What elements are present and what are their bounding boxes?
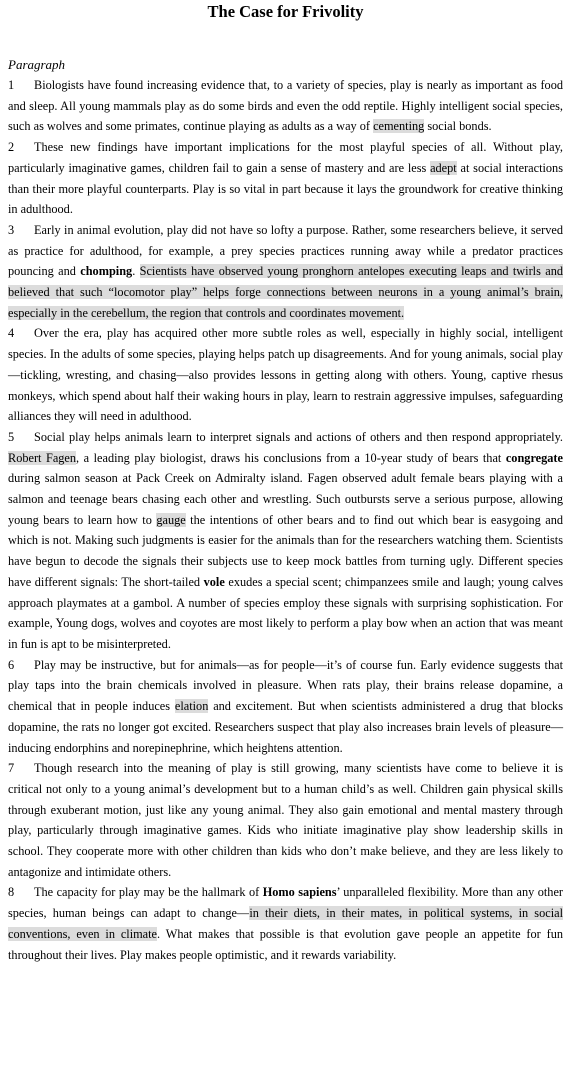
paragraph-text: The capacity for play may be the hallmark of xyxy=(34,885,263,900)
paragraph-number: 8 xyxy=(8,885,15,900)
paragraph-text: Biologists have found increasing evidence that, to a variety of species, play is nearly as important as food and sleep. All young mammals play as do some birds and even the odd reptile. Highly intelligent social species, such as wolves and some primates, continue playing as adults as a way of xyxy=(8,78,563,134)
page-title: The Case for Frivolity xyxy=(207,2,364,21)
paragraph-8 xyxy=(8,882,563,965)
paragraph-number: 2 xyxy=(8,140,15,155)
paragraph-text: Early in animal evolution, play did not have so lofty a purpose. Rather, some researchers believe, it served as practice for adulthood, for example, a prey species practices running away while a predator practices pouncing and xyxy=(8,222,563,279)
paragraph-text: . xyxy=(132,264,140,279)
paragraph-text: the intentions of other bears and to find out which bear is easygoing and which is not. Making such judgments is easier for the animals than for the researchers watching them. Scientists have begun to decode the signals their subjects use to keep mock battles from turning ugly. Different species have different signals: The short-tailed xyxy=(8,512,564,589)
highlighted-text: elation xyxy=(174,699,209,714)
paragraph-text: , a leading play biologist, draws his conclusions from a 10-year study of bears that xyxy=(76,450,506,465)
paragraph-list xyxy=(8,75,563,965)
paragraph-1 xyxy=(8,75,563,137)
highlighted-text: gauge xyxy=(156,512,186,527)
paragraph-text: . What makes that possible is that evolution gave people an appetite for fun throughout their lives. Play makes people optimistic, and it rewards variability. xyxy=(8,926,563,962)
paragraph-text: and excitement. But when scientists administered a drug that blocks dopamine, the rats no longer got excited. Researchers suspect that play also increases brain levels of pleasure—inducing endorphins and norepinephrine, which heightens attention. xyxy=(8,699,563,755)
paragraph-2 xyxy=(8,137,563,220)
vocabulary-word: congregate xyxy=(505,450,563,465)
paragraph-number: 6 xyxy=(8,657,15,672)
paragraph-text: Over the era, play has acquired other more subtle roles as well, especially in highly social, intelligent species. In the adults of some species, playing helps patch up disagreements. And for young animals, social play—tickling, wresting, and chasing—also provides lessons in getting along with others. Young, captive rhesus monkeys, which spend about half their waking hours in play, learn to restrain aggressive impulses, safeguarding alliances they will need in adulthood. xyxy=(8,326,563,424)
paragraph-text: Though research into the meaning of play is still growing, many scientists have come to believe it is critical not only to a young animal’s development but to a human child’s as well. Children gain physical skills through exuberant motion, just like any young animal. They also gain emotional and mental mastery through play, particularly through imaginative games. Kids who initiate imaginative play show leadership skills in school. They cooperate more with other children than kids who don’t make believe, and they are less likely to antagonize and intimidate others. xyxy=(8,761,563,879)
paragraph-3 xyxy=(8,220,563,324)
vocabulary-word: chomping xyxy=(80,264,133,279)
highlighted-text: Scientists have observed young pronghorn antelopes executing leaps and twirls and believed that such “locomotor play” helps forge connections between neurons in a young animal’s brain, especially in the cerebellum, the region that controls and coordinates movement. xyxy=(8,264,563,320)
paragraph-text: These new findings have important implications for the most playful species of all. Without play, particularly imaginative games, children fail to gain a sense of mastery and are less xyxy=(8,140,563,175)
paragraph-6 xyxy=(8,655,563,759)
paragraph-4 xyxy=(8,323,563,427)
paragraph-number: 1 xyxy=(8,78,15,92)
vocabulary-word: Homo sapiens xyxy=(262,885,337,900)
paragraph-number: 4 xyxy=(8,326,15,341)
paragraph-text: Play may be instructive, but for animals—as for people—it’s of course fun. Early evidence suggests that play taps into the brain chemicals involved in pleasure. When rats play, their brains release dopamine, a chemical that in people induces xyxy=(8,657,563,714)
paragraph-text: exudes a special scent; chimpanzees smile and laugh; young calves approach playmates at a gambol. A number of species employ these signals with surprising sophistication. For example, Young dogs, wolves and coyotes are most likely to perform a play bow when an action that was meant in fun is apt to be misinterpreted. xyxy=(8,574,563,651)
highlighted-text: adept xyxy=(430,160,457,175)
paragraph-5 xyxy=(8,427,563,655)
vocabulary-word: vole xyxy=(203,574,225,589)
paragraph-7 xyxy=(8,758,563,882)
paragraph-text: social bonds. xyxy=(424,119,492,134)
paragraph-number: 7 xyxy=(8,761,15,776)
paragraph-text: at social interactions than their more playful counterparts. Play is so vital in part because it lays the groundwork for creative thinking in adulthood. xyxy=(8,160,563,217)
highlighted-text: Robert Fagen xyxy=(8,450,77,465)
paragraph-column-label: Paragraph xyxy=(8,57,66,72)
paragraph-text: ’ unparalleled flexibility. More than any other species, human beings can adapt to change— xyxy=(8,885,563,921)
highlighted-text: in their diets, in their mates, in political systems, in social conventions, even in climate xyxy=(8,906,563,941)
paragraph-number: 3 xyxy=(8,222,15,237)
paragraph-number: 5 xyxy=(8,429,15,444)
paragraph-text: Social play helps animals learn to interpret signals and actions of others and then respond appropriately. xyxy=(34,429,563,444)
paragraph-text: during salmon season at Pack Creek on Admiralty island. Fagen observed adult female bears playing with a salmon and teenage bears chasing each other and wrestling. Such outbursts serve a serious purpose, allowing young bears to learn how to xyxy=(8,471,563,527)
highlighted-text: cementing xyxy=(373,119,425,134)
